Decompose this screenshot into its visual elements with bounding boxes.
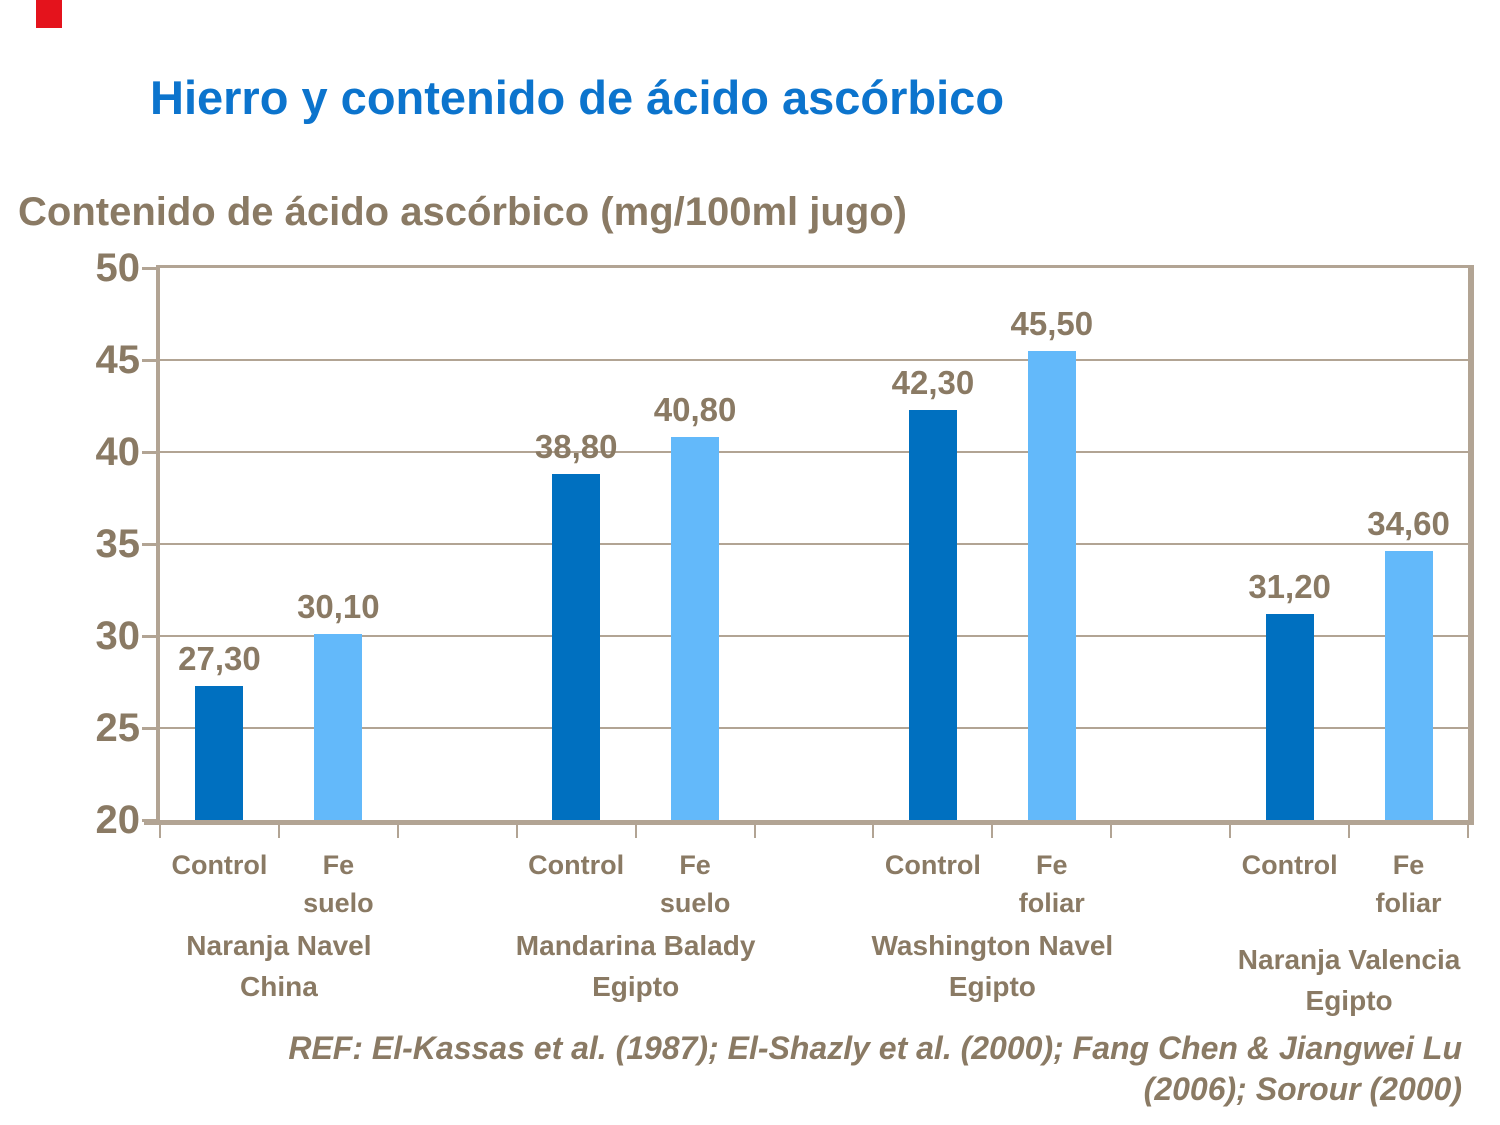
x-tick-mark-0 <box>159 825 161 838</box>
red-accent-square <box>36 0 62 28</box>
y-tick-mark-25 <box>142 727 156 730</box>
x-tick-mark-1 <box>278 825 280 838</box>
y-axis-labels <box>0 246 140 842</box>
group-label-line: Naranja Valencia <box>1237 944 1461 975</box>
reference-line-2: (2006); Sorour (2000) <box>1143 1071 1462 1107</box>
gridline-40 <box>160 451 1468 453</box>
bar-value-label: 38,80 <box>534 428 618 466</box>
bar-control-group2 <box>552 474 600 820</box>
category-label-line: foliar <box>1375 888 1442 918</box>
category-label <box>967 846 1137 922</box>
group-label <box>109 925 449 1007</box>
x-tick-mark-6 <box>872 825 874 838</box>
category-label-line: suelo <box>659 888 731 918</box>
category-label <box>253 846 423 922</box>
x-tick-mark-10 <box>1348 825 1350 838</box>
bar-fe-group3 <box>1028 351 1076 820</box>
x-tick-mark-4 <box>635 825 637 838</box>
y-tick-mark-20 <box>142 819 156 822</box>
bar-value-label: 40,80 <box>653 391 737 429</box>
bar-control-group1 <box>195 686 243 820</box>
group-label-line: China <box>240 971 318 1002</box>
category-label-line: Fe <box>1036 850 1068 880</box>
y-tick-label-25: 25 <box>95 706 140 750</box>
reference-text <box>202 1028 1462 1110</box>
group-label-line: Naranja Navel <box>186 930 372 961</box>
x-tick-mark-5 <box>754 825 756 838</box>
group-label-line: Washington Navel <box>871 930 1114 961</box>
bar-fe-group1 <box>314 634 362 820</box>
y-tick-mark-30 <box>142 635 156 638</box>
x-tick-mark-8 <box>1110 825 1112 838</box>
category-label-line: Fe <box>322 850 355 880</box>
bar-value-label: 27,30 <box>178 639 261 677</box>
x-tick-mark-7 <box>991 825 993 838</box>
category-label <box>610 846 780 922</box>
x-tick-mark-3 <box>516 825 518 838</box>
category-label-line: foliar <box>1018 888 1085 918</box>
y-tick-mark-50 <box>142 267 156 270</box>
category-label-line: suelo <box>303 888 374 918</box>
y-tick-label-40: 40 <box>95 430 140 474</box>
gridline-45 <box>160 359 1468 361</box>
group-label-line: Egipto <box>948 971 1036 1002</box>
bar-value-label: 45,50 <box>1010 304 1094 342</box>
y-tick-label-30: 30 <box>95 614 140 658</box>
y-tick-mark-40 <box>142 451 156 454</box>
group-label-line: Egipto <box>592 971 680 1002</box>
category-label-line: Fe <box>1392 850 1425 880</box>
y-tick-mark-45 <box>142 359 156 362</box>
category-label-line: Fe <box>679 850 711 880</box>
y-axis-title: Contenido de ácido ascórbico (mg/100ml jugo) <box>18 190 908 234</box>
category-label-line: Control <box>528 850 625 880</box>
x-tick-mark-9 <box>1229 825 1231 838</box>
x-tick-mark-2 <box>397 825 399 838</box>
bar-fe-group4 <box>1385 551 1433 820</box>
group-label-line: Egipto <box>1305 985 1393 1016</box>
reference-line-1: REF: El-Kassas et al. (1987); El-Shazly et al. (2000); Fang Chen & Jiangwei Lu <box>288 1030 1462 1066</box>
category-label <box>1324 846 1494 922</box>
plot-area <box>156 265 1474 825</box>
group-label <box>466 925 806 1007</box>
category-label-line: Control <box>171 850 268 880</box>
group-label <box>822 925 1162 1007</box>
bar-value-label: 34,60 <box>1367 505 1450 543</box>
bar-value-label: 42,30 <box>891 363 975 401</box>
bar-value-label: 31,20 <box>1248 567 1331 605</box>
slide-title: Hierro y contenido de ácido ascórbico <box>150 71 1005 124</box>
bar-control-group3 <box>909 410 957 820</box>
group-label <box>1179 939 1500 1021</box>
y-tick-label-45: 45 <box>95 338 140 382</box>
x-tick-mark-11 <box>1467 825 1469 838</box>
gridline-35 <box>160 543 1468 545</box>
category-label-line: Control <box>1241 850 1338 880</box>
bar-control-group4 <box>1266 614 1314 820</box>
bar-fe-group2 <box>671 437 719 820</box>
y-tick-label-50: 50 <box>95 246 140 290</box>
y-tick-mark-35 <box>142 543 156 546</box>
y-tick-label-20: 20 <box>95 798 140 842</box>
group-label-line: Mandarina Balady <box>515 930 756 961</box>
y-tick-label-35: 35 <box>95 522 140 566</box>
category-label-line: Control <box>884 850 981 880</box>
bar-value-label: 30,10 <box>297 588 380 626</box>
